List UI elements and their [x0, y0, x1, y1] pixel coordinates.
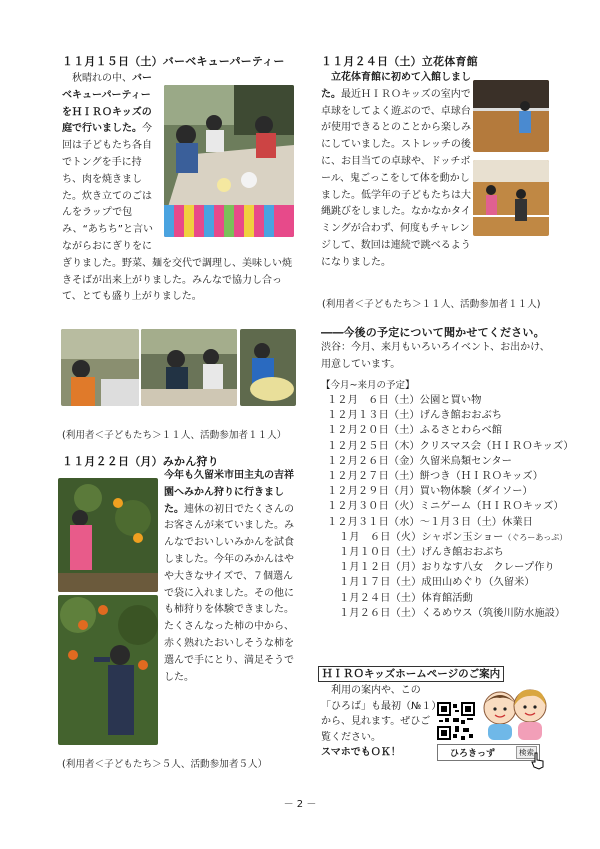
mikan-caption: (利用者＜子どもたち＞５人、活動参加者５人） [62, 759, 268, 770]
mikan-photo-1 [58, 478, 158, 592]
hand-cursor-icon [531, 752, 545, 770]
schedule-item: １２月 ６日（土）公園と買い物 [327, 394, 482, 406]
children-illustration [478, 688, 552, 740]
search-box[interactable] [437, 744, 540, 761]
bbq-title: １１月１５日（土）バーベキューパーティー [62, 55, 285, 68]
mikan-title: １１月２２日（月）みかん狩り [62, 455, 219, 468]
homepage-text: 利用の案内や、この「ひろば」も最初（№１）から、見れます。ぜひご覧ください。 スマホでもＯＫ！ [321, 685, 437, 758]
gym-title: １１月２４日（土）立花体育館 [321, 55, 478, 68]
bbq-caption: (利用者＜子どもたち＞１１人、活動参加者１１人） [62, 430, 287, 441]
gym-caption: (利用者＜子どもたち＞１１人、活動参加者１１人) [322, 299, 541, 310]
bbq-photo-2 [61, 329, 139, 406]
schedule-item: １２月２９日（月）買い物体験（ダイソー） [327, 485, 533, 498]
schedule-item: １月１２日（月）おりなす八女 クレープ作り [339, 561, 555, 574]
schedule-item: １２月２６日（金）久留米鳥類センター [327, 454, 512, 467]
schedule-item: １月 ６日（火）シャボン玉ショー（ぐろーあっぷ） [339, 530, 568, 543]
bbq-photo-3 [141, 329, 237, 406]
schedule-item: １２月２５日（木）クリスマス会（ＨＩＲＯキッズ） [327, 439, 574, 452]
mikan-photo-2 [58, 595, 158, 745]
schedule-item: １２月２０日（土）ふるさとわらべ館 [327, 424, 503, 437]
gym-body: 立花体育館に初めて入館しました。最近ＨＩＲＯキッズの室内で卓球をしてよく遊ぶので、卓球台が使用できるとのことから楽しみにしていました。ストレッチの後に、お目当ての卓球や、ドッチボール、鬼ごっこをして体を動かしました。低学年の子どもたちは大縄跳びをしました。なかなかタイミングが合わず、何度もチャレンジして、数回は連続で跳べるようになりました。 [321, 72, 471, 268]
search-text: ひろきっず [450, 749, 496, 759]
schedule-item: １月１０日（土）げんき館おおぶち [339, 546, 504, 559]
page-number: － 2 － [283, 799, 317, 810]
schedule-item: １月２４日（土）体育館活動 [339, 591, 473, 604]
schedule-subtitle: 【今月~来月の予定】 [321, 380, 415, 391]
qr-code[interactable] [437, 702, 475, 740]
schedule-item: １２月２７日（土）餅つき（ＨＩＲＯキッズ） [327, 470, 544, 483]
mikan-body: 今年も久留米市田主丸の吉祥園へみかん狩りに行きました。連休の初日でたくさんのお客さんが来ていました。みんなでおいしいみかんを試食しました。今年のみかんはやや大きなサイズで、７個選んで袋に入れました。その他にも柿狩りを体験できました。たくさんなった柿の中から、赤く熟れたおいしそうな柿を選んで手にとり、満足そうでした。 [164, 470, 294, 683]
schedule-item: １２月３１日（水）～１月３日（土）休業日 [327, 515, 533, 528]
schedule-list [327, 393, 574, 621]
bbq-body: 秋晴れの中、バーベキューパーティーをＨＩＲＯキッズの庭で行いました。今回は子どもたち各自でトングを手に持ち、肉を焼きました。炊き立てのごはんをラップで包み、“あちち”と言いながらおにぎりをにぎりました。野菜、麺を交代で調理し、美味しい焼きそばが出来上がりました。みんなで協力し合って、とても盛り上がりました。 [62, 73, 292, 303]
schedule-item: １２月１３日（土）げんき館おおぶち [327, 409, 503, 422]
search-button[interactable]: 検索 [516, 746, 537, 759]
schedule-item: １月１７日（土）成田山めぐり（久留米） [339, 576, 535, 589]
schedule-item: １月２６日（土）くるめウス（筑後川防水施設） [339, 606, 566, 619]
schedule-title: ――今後の予定について聞かせてください。 [321, 326, 545, 339]
homepage-title: ＨＩＲＯキッズホームページのご案内 [318, 666, 504, 682]
schedule-item: １２月３０日（火）ミニゲーム（ＨＩＲＯキッズ） [327, 500, 564, 513]
schedule-intro: 渋谷：今月、来月もいろいろイベント、お出かけ、用意しています。 [321, 342, 550, 370]
bbq-photo-4 [240, 329, 296, 406]
